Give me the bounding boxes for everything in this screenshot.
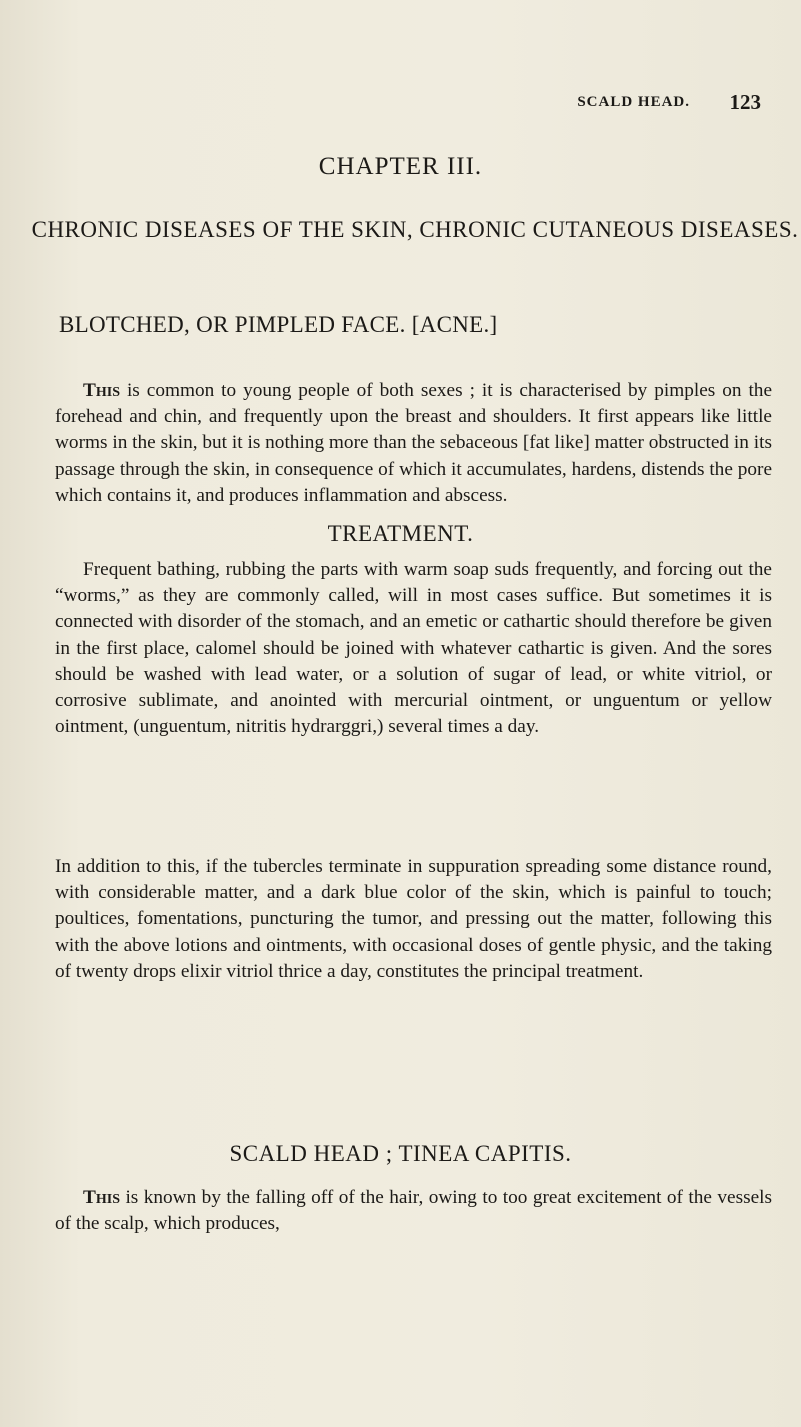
running-title: SCALD HEAD. — [577, 94, 690, 110]
treatment-paragraph-1: Frequent bathing, rubbing the parts with warm soap suds frequently, and forcing out the “worms,” as they are commonly called, will in most cases suffice. But sometimes it is connected with disorder of the stomach, and an emetic or cathartic should therefore be given in the first place, calomel should be joined with whatever cathartic is given. And the sores should be washed with lead water, or a solution of sugar of lead, or white vitriol, or corrosive sublimate, and anointed with mercurial ointment, or unguentum or yellow ointment, (unguentum, nitritis hydrarggri,) several times a day. — [55, 559, 772, 738]
scald-head-paragraph-text: is known by the falling off of the hair, owing to too great excitement of the vessels of the scalp, which produces, — [55, 1187, 772, 1235]
chapter-heading: CHAPTER III. — [318, 153, 483, 180]
treatment-paragraph-2: In addition to this, if the tubercles terminate in suppuration spreading some distance round, with considerable matter, and a dark blue color of the skin, which is painful to touch; poultices, fomentations, puncturing the tumor, and pressing out the matter, following this with the above lotions and ointments, with occasional doses of gentle physic, and the taking of twenty drops elixir vitriol thrice a day, constitutes the principal treatment. — [55, 856, 772, 982]
page-number: 123 — [729, 90, 761, 114]
running-head — [40, 90, 761, 118]
acne-paragraph-text: is common to young people of both sexes ; it is characterised by pimples on the forehead and chin, and frequently upon the breast and shoulders. It first appears like little worms in the skin, but it is nothing more than the sebaceous [fat like] matter obstructed in its passage through the skin, in consequence of which it accumulates, hardens, distends the pore which contains it, and produces inflammation and abscess. — [55, 380, 772, 506]
scald-head-heading: SCALD HEAD ; TINEA CAPITIS. — [229, 1141, 572, 1166]
section-heading: CHRONIC DISEASES OF THE SKIN, CHRONIC CUTANEOUS DISEASES. — [31, 217, 799, 242]
treatment-heading: TREATMENT. — [327, 521, 474, 546]
acne-heading: BLOTCHED, OR PIMPLED FACE. [ACNE.] — [59, 312, 498, 337]
acne-paragraph — [55, 378, 772, 509]
scald-head-lead-word: This — [83, 1187, 120, 1208]
scald-head-paragraph — [55, 1185, 772, 1237]
acne-lead-word: This — [83, 380, 120, 401]
